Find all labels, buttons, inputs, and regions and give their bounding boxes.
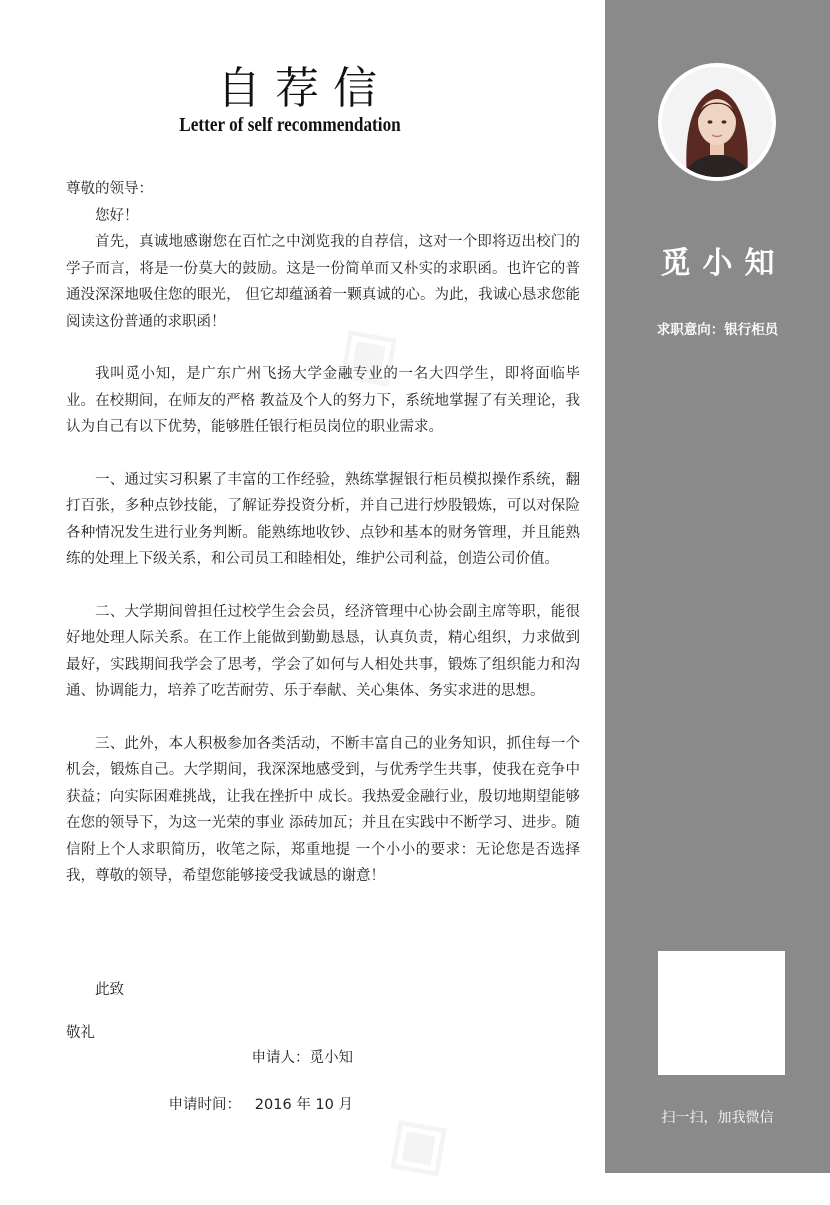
- letter-body: [66, 176, 580, 890]
- watermark: [356, 1080, 473, 1205]
- application-date: 申请时间： 2016 年 10 月: [168, 1097, 353, 1113]
- job-intent: 求职意向：银行柜员: [656, 322, 779, 338]
- candidate-name: 觅小知: [660, 246, 787, 281]
- portrait-icon: [662, 67, 772, 177]
- avatar: [658, 63, 776, 181]
- paragraph: 三、此外，本人积极参加各类活动，不断丰富自己的业务知识，抓住每一个机会，锻炼自己。大学期间，我深深地感受到，与优秀学生共事，使我在竞争中获益；向实际困难挑战，让我在挫折中 成长。我热爱金融行业，殷切地期望能够在您的领导下，为这一光荣的事业 添砖加瓦；并且在实践中不断学习、进步。随信附上个人求职简历，收笔之际，郑重地提 一个小小的要求：无论您是否选择我，尊敬的领导，希望您能够接受我诚恳的谢意！: [66, 735, 580, 884]
- applicant-signature: 申请人：觅小知: [251, 1050, 353, 1066]
- paragraph: 二、大学期间曾担任过校学生会会员，经济管理中心协会副主席等职，能很好地处理人际关系。在工作上能做到勤勤恳恳，认真负责，精心组织，力求做到最好，实践期间我学会了思考，学会了如何与人相处共事，锻炼了组织能力和沟通、协调能力，培养了吃苦耐劳、乐于奉献、关心集体、务实求进的思想。: [66, 603, 580, 699]
- page-title: 自荐信: [217, 63, 391, 114]
- page-subtitle: Letter of self recommendation: [179, 114, 401, 136]
- qr-caption: 扫一扫，加我微信: [661, 1110, 774, 1126]
- paragraph: 一、通过实习积累了丰富的工作经验，熟练掌握银行柜员模拟操作系统，翻打百张，多种点钞技能，了解证券投资分析，并自己进行炒股锻炼，可以对保险各种情况发生进行业务判断。能熟练地收钞、点钞和基本的财务管理，并且能熟练的处理上下级关系，和公司员工和睦相处，维护公司利益，创造公司价值。: [66, 471, 580, 567]
- salutation: 尊敬的领导：: [66, 181, 153, 197]
- paragraph: 我叫觅小知，是广东广州飞扬大学金融专业的一名大四学生，即将面临毕业。在校期间，在师友的严格 教益及个人的努力下，系统地掌握了有关理论，我认为自己有以下优势，能够胜任银行柜员岗位的职业需求。: [66, 366, 580, 435]
- qr-code-placeholder: [658, 951, 785, 1075]
- sidebar: [605, 0, 830, 1173]
- closing: 此致: [95, 982, 124, 998]
- paragraph: 首先，真诚地感谢您在百忙之中浏览我的自荐信，这对一个即将迈出校门的学子而言，将是一份莫大的鼓励。这是一份简单而又朴实的求职函。也许它的普通没深深地吸住您的眼光， 但它却蕴涵着一颗真诚的心。为此，我诚心恳求您能阅读这份普通的求职函！: [66, 234, 580, 330]
- regards: 敬礼: [66, 1025, 95, 1041]
- greeting: 您好！: [95, 207, 139, 224]
- profile-photo: [662, 67, 772, 177]
